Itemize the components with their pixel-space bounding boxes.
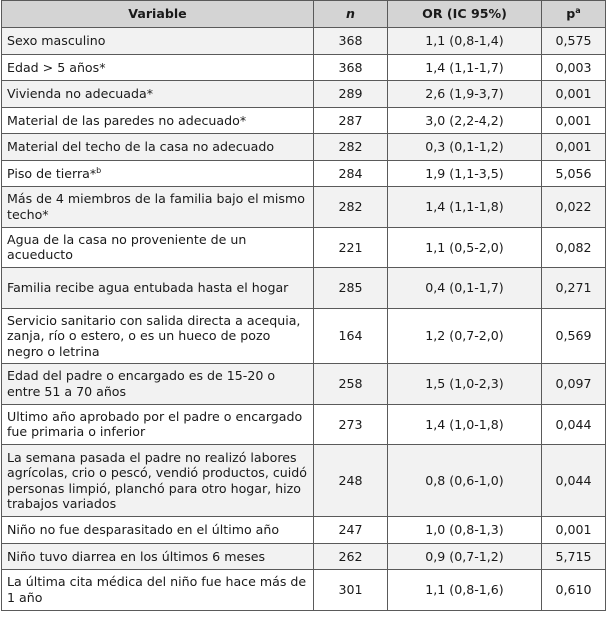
- results-table: [1, 0, 606, 611]
- n-cell: 368: [314, 28, 388, 55]
- p-cell: 0,097: [542, 364, 606, 405]
- p-cell: 0,003: [542, 54, 606, 81]
- table-row: [2, 134, 606, 161]
- header-p-superscript: a: [575, 6, 581, 16]
- n-cell: 273: [314, 404, 388, 445]
- variable-cell: Niño no fue desparasitado en el último año: [2, 517, 314, 544]
- or-cell: 0,3 (0,1-1,2): [388, 134, 542, 161]
- p-cell: 0,001: [542, 517, 606, 544]
- table-row: [2, 543, 606, 570]
- table-row: [2, 54, 606, 81]
- p-cell: 0,001: [542, 107, 606, 134]
- or-cell: 0,8 (0,6-1,0): [388, 445, 542, 517]
- variable-cell: Edad > 5 años*: [2, 54, 314, 81]
- p-cell: 5,056: [542, 160, 606, 187]
- n-cell: 248: [314, 445, 388, 517]
- variable-cell: Servicio sanitario con salida directa a acequia, zanja, río o estero, o es un hueco de pozo negro o letrina: [2, 308, 314, 364]
- variable-cell: La última cita médica del niño fue hace más de 1 año: [2, 570, 314, 611]
- table-row: [2, 81, 606, 108]
- p-cell: 0,271: [542, 268, 606, 309]
- variable-cell: Agua de la casa no proveniente de un acueducto: [2, 227, 314, 268]
- table-row: [2, 28, 606, 55]
- n-cell: 262: [314, 543, 388, 570]
- n-cell: 284: [314, 160, 388, 187]
- p-cell: 0,044: [542, 404, 606, 445]
- p-cell: 0,082: [542, 227, 606, 268]
- table-row: [2, 517, 606, 544]
- n-cell: 287: [314, 107, 388, 134]
- or-cell: 1,1 (0,8-1,4): [388, 28, 542, 55]
- n-cell: 282: [314, 134, 388, 161]
- or-cell: 1,1 (0,8-1,6): [388, 570, 542, 611]
- p-cell: 5,715: [542, 543, 606, 570]
- n-cell: 282: [314, 187, 388, 228]
- or-cell: 3,0 (2,2-4,2): [388, 107, 542, 134]
- header-or: OR (IC 95%): [388, 1, 542, 28]
- n-cell: 221: [314, 227, 388, 268]
- n-cell: 164: [314, 308, 388, 364]
- or-cell: 0,9 (0,7-1,2): [388, 543, 542, 570]
- or-cell: 1,1 (0,5-2,0): [388, 227, 542, 268]
- table-row: [2, 160, 606, 187]
- or-cell: 0,4 (0,1-1,7): [388, 268, 542, 309]
- n-cell: 258: [314, 364, 388, 405]
- table-row: [2, 308, 606, 364]
- n-cell: 289: [314, 81, 388, 108]
- or-cell: 1,4 (1,1-1,8): [388, 187, 542, 228]
- variable-text: Piso de tierra*: [7, 165, 97, 181]
- n-cell: 285: [314, 268, 388, 309]
- header-variable: Variable: [2, 1, 314, 28]
- or-cell: 1,2 (0,7-2,0): [388, 308, 542, 364]
- header-p-label: p: [566, 6, 576, 22]
- variable-cell: Material de las paredes no adecuado*: [2, 107, 314, 134]
- table-row: [2, 404, 606, 445]
- table-row: [2, 570, 606, 611]
- variable-cell: Familia recibe agua entubada hasta el hogar: [2, 268, 314, 309]
- table-row: [2, 227, 606, 268]
- p-cell: 0,022: [542, 187, 606, 228]
- header-row: [2, 1, 606, 28]
- table-row: [2, 364, 606, 405]
- variable-cell: Vivienda no adecuada*: [2, 81, 314, 108]
- p-cell: 0,575: [542, 28, 606, 55]
- variable-cell: Ultimo año aprobado por el padre o encargado fue primaria o inferior: [2, 404, 314, 445]
- n-cell: 247: [314, 517, 388, 544]
- variable-cell: Niño tuvo diarrea en los últimos 6 meses: [2, 543, 314, 570]
- or-cell: 2,6 (1,9-3,7): [388, 81, 542, 108]
- variable-cell: [2, 160, 314, 187]
- n-cell: 301: [314, 570, 388, 611]
- table-row: [2, 107, 606, 134]
- variable-cell: Más de 4 miembros de la familia bajo el mismo techo*: [2, 187, 314, 228]
- p-cell: 0,569: [542, 308, 606, 364]
- table-row: [2, 187, 606, 228]
- table-row: [2, 445, 606, 517]
- or-cell: 1,0 (0,8-1,3): [388, 517, 542, 544]
- p-cell: 0,001: [542, 81, 606, 108]
- p-cell: 0,044: [542, 445, 606, 517]
- or-cell: 1,5 (1,0-2,3): [388, 364, 542, 405]
- or-cell: 1,4 (1,0-1,8): [388, 404, 542, 445]
- variable-cell: Edad del padre o encargado es de 15-20 o entre 51 a 70 años: [2, 364, 314, 405]
- variable-cell: La semana pasada el padre no realizó labores agrícolas, crio o pescó, vendió productos, cuidó personas limpió, planchó para otro hogar, hizo trabajos variados: [2, 445, 314, 517]
- or-cell: 1,4 (1,1-1,7): [388, 54, 542, 81]
- header-p: [542, 1, 606, 28]
- n-cell: 368: [314, 54, 388, 81]
- table-row: [2, 268, 606, 309]
- variable-cell: Sexo masculino: [2, 28, 314, 55]
- p-cell: 0,001: [542, 134, 606, 161]
- header-n: n: [314, 1, 388, 28]
- variable-superscript: b: [96, 165, 102, 175]
- or-cell: 1,9 (1,1-3,5): [388, 160, 542, 187]
- variable-cell: Material del techo de la casa no adecuado: [2, 134, 314, 161]
- p-cell: 0,610: [542, 570, 606, 611]
